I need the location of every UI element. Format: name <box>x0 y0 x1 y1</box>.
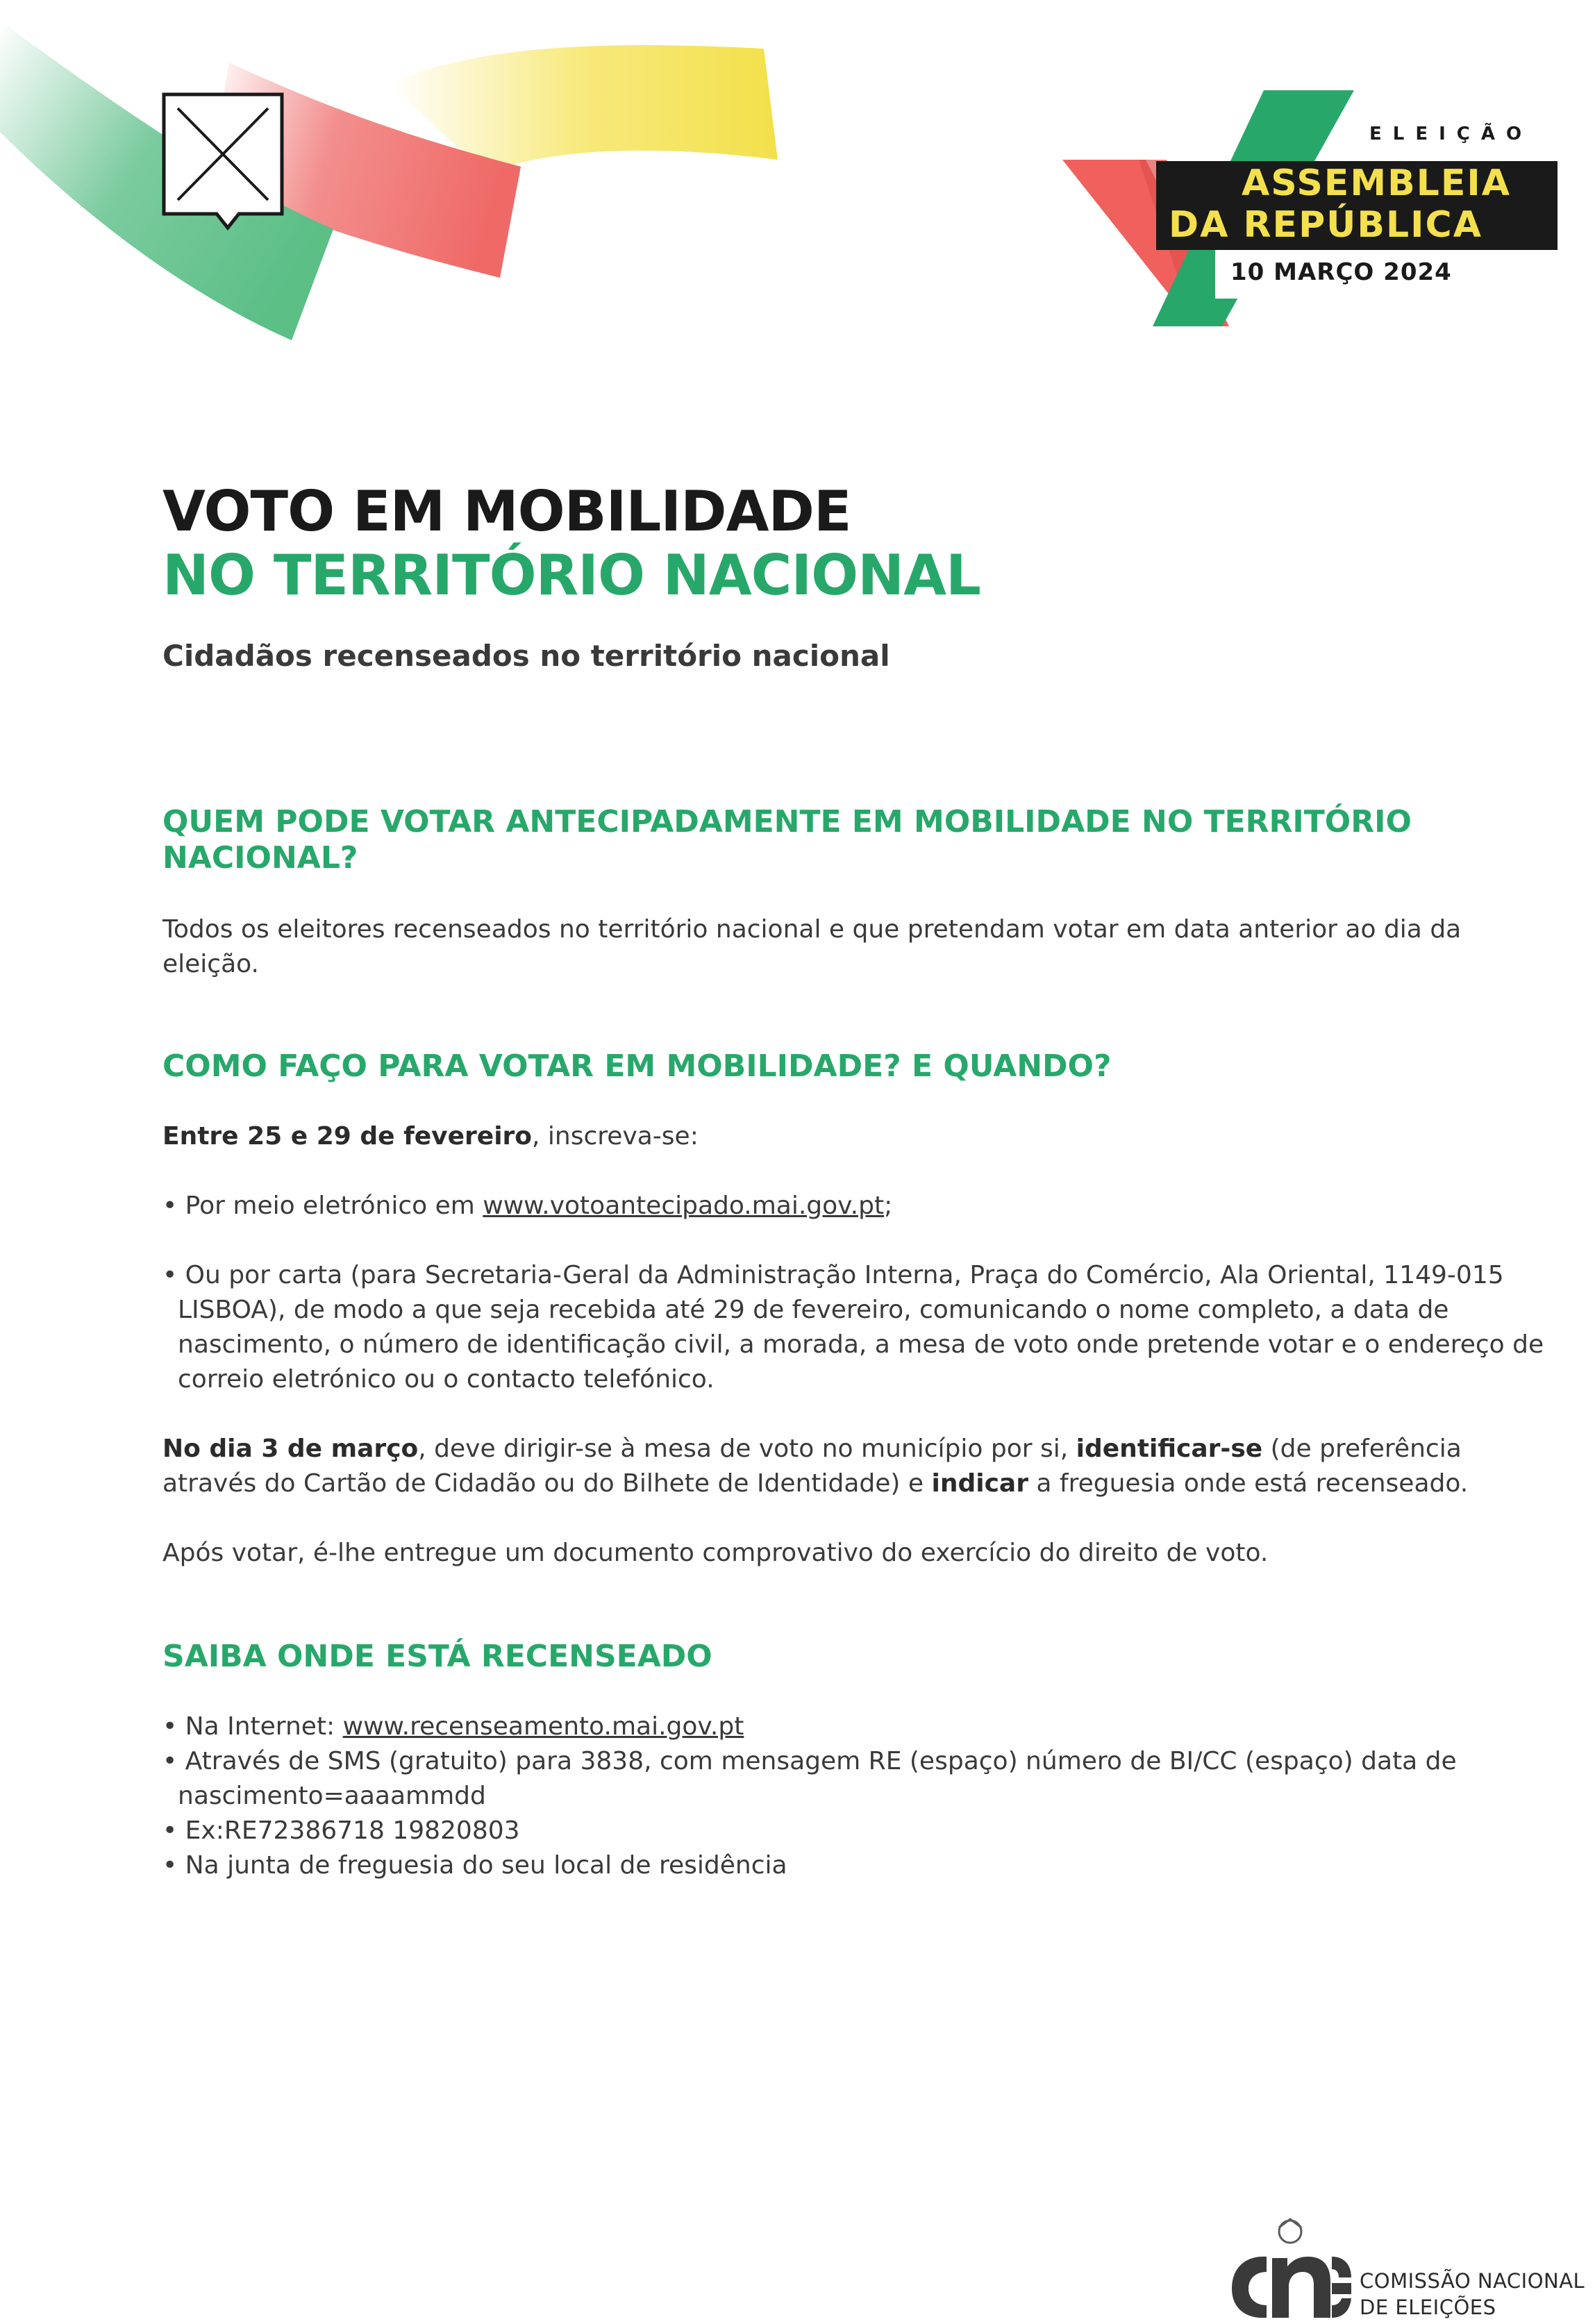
decorative-ribbons <box>0 0 792 347</box>
recenseamento-link[interactable]: www.recenseamento.mai.gov.pt <box>342 1712 744 1741</box>
section2-heading: COMO FAÇO PARA VOTAR EM MOBILIDADE? E QUANDO? <box>162 1048 1112 1084</box>
section3-heading: SAIBA ONDE ESTÁ RECENSEADO <box>162 1639 712 1674</box>
page-title-line2: NO TERRITÓRIO NACIONAL <box>162 543 980 608</box>
cne-logo <box>1228 2214 1353 2318</box>
indicate-bold: indicar <box>931 1469 1028 1498</box>
cne-name-line1: COMISSÃO NACIONAL <box>1360 2269 1585 2293</box>
bullet-electronic-suffix: ; <box>884 1192 893 1220</box>
section1-heading-line2: NACIONAL? <box>162 840 358 876</box>
check-sms-item: • Através de SMS (gratuito) para 3838, com mensagem RE (espaço) número de BI/CC (espaço) data de nascimento=aaaammdd <box>162 1747 1457 1810</box>
section1-text: Todos os eleitores recenseados no território nacional e que pretendam votar em data anterior ao dia da eleição. <box>162 915 1462 978</box>
bullet-electronic-text: • Por meio eletrónico em <box>162 1192 483 1220</box>
logo-election-date: 10 MARÇO 2024 <box>1230 258 1452 286</box>
after-vote-text: Após votar, é-lhe entregue um documento comprovativo do exercício do direito de voto. <box>162 1539 1269 1567</box>
registration-period <box>162 1119 1551 1154</box>
identify-bold: identificar-se <box>1076 1435 1263 1463</box>
registration-period-text: , inscreva-se: <box>532 1122 699 1151</box>
election-day-bold: No dia 3 de março <box>162 1435 419 1463</box>
check-parish-item: • Na junta de freguesia do seu local de residência <box>162 1851 787 1880</box>
section1-heading-line1: QUEM PODE VOTAR ANTECIPADAMENTE EM MOBILIDADE NO TERRITÓRIO <box>162 804 1412 839</box>
logo-eleicao-label: ELEIÇÃO <box>1369 124 1533 144</box>
ballot-icon <box>161 92 286 237</box>
election-day-text2: (de preferência através do Cartão de Cidadão ou do Bilhete de Identidade) e <box>162 1435 1462 1498</box>
check-internet-item <box>162 1709 1567 1744</box>
cne-name-line2: DE ELEIÇÕES <box>1360 2296 1496 2319</box>
check-example-item: • Ex:RE72386718 19820803 <box>162 1816 520 1845</box>
logo-title-line2: DA REPÚBLICA <box>1169 204 1483 246</box>
bullet-letter: • Ou por carta (para Secretaria-Geral da Administração Interna, Praça do Comércio, Ala Oriental, 1149-015 LISBOA), de modo a que seja recebida até 29 de fevereiro, comunicando o nome completo, a data de nascimento, o número de identificação civil, a morada, a mesa de voto onde pretende votar e o endereço de correio eletrónico ou o contacto telefónico. <box>162 1261 1544 1394</box>
election-day-text3: a freguesia onde está recenseado. <box>1028 1469 1469 1498</box>
election-day-instructions <box>162 1432 1551 1501</box>
check-internet-text: • Na Internet: <box>162 1712 343 1741</box>
voto-antecipado-link[interactable]: www.votoantecipado.mai.gov.pt <box>483 1192 885 1220</box>
logo-title-line1: ASSEMBLEIA <box>1242 162 1511 204</box>
registration-period-bold: Entre 25 e 29 de fevereiro <box>162 1122 533 1151</box>
page-subtitle: Cidadãos recenseados no território nacional <box>162 639 890 673</box>
section1-heading <box>162 804 1523 876</box>
bullet-electronic <box>162 1189 1567 1223</box>
election-day-text1: , deve dirigir-se à mesa de voto no município por si, <box>418 1435 1076 1463</box>
page-title-line1: VOTO EM MOBILIDADE <box>162 479 851 544</box>
